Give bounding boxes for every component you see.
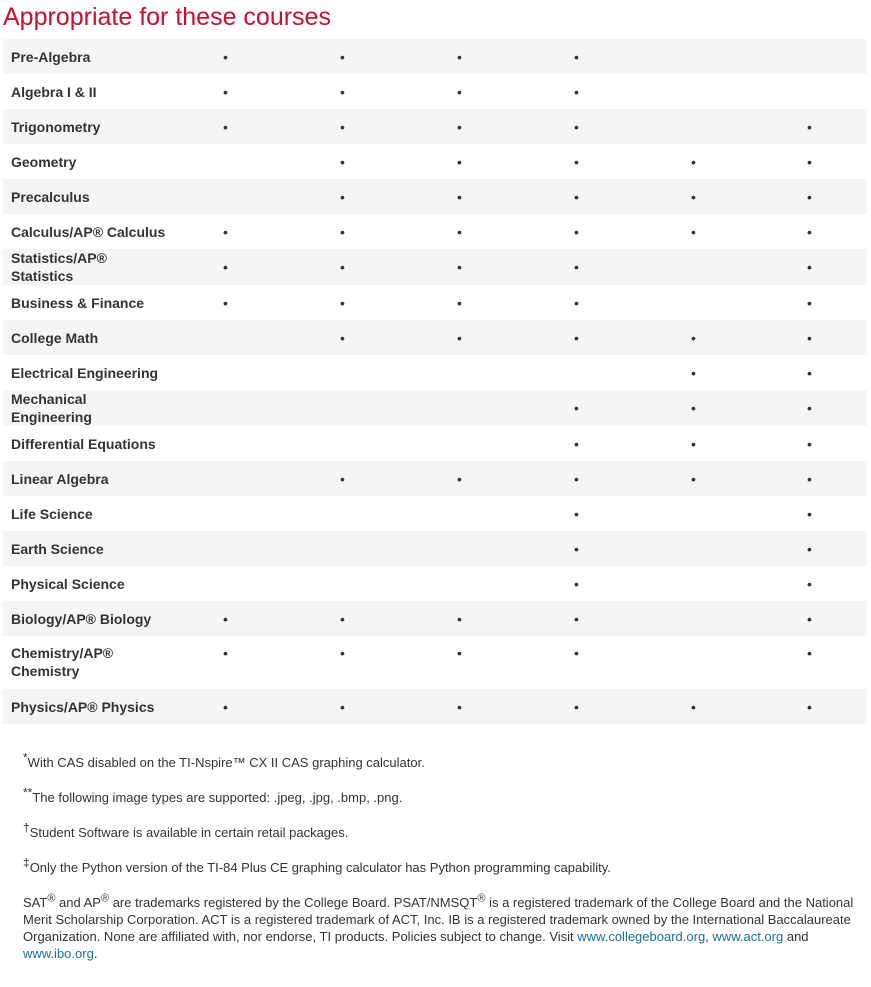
table-row xyxy=(3,689,867,724)
compatibility-mark: • xyxy=(807,294,812,311)
compatibility-mark: • xyxy=(340,698,345,715)
compatibility-mark: • xyxy=(807,118,812,135)
compatibility-mark: • xyxy=(807,435,812,452)
table-row xyxy=(3,214,867,249)
compatibility-mark: • xyxy=(457,153,462,170)
compatibility-mark: • xyxy=(340,48,345,65)
compatibility-mark: • xyxy=(340,118,345,135)
compatibility-mark: • xyxy=(574,259,579,275)
link-act[interactable]: www.act.org xyxy=(712,929,784,944)
compatibility-mark xyxy=(167,531,284,566)
compatibility-mark: • xyxy=(340,188,345,205)
compatibility-mark: • xyxy=(457,329,462,346)
legal-text: . xyxy=(93,946,98,961)
compatibility-mark: • xyxy=(574,223,579,240)
compatibility-mark xyxy=(635,109,752,144)
compatibility-mark: • xyxy=(807,223,812,240)
course-name: Calculus/AP® Calculus xyxy=(11,223,166,240)
compatibility-mark xyxy=(635,531,752,566)
compatibility-mark: • xyxy=(807,153,812,170)
compatibility-mark: • xyxy=(457,294,462,311)
compatibility-mark xyxy=(167,320,284,355)
course-name: Algebra I & II xyxy=(11,83,97,100)
compatibility-mark xyxy=(635,74,752,109)
course-name: Physics/AP® Physics xyxy=(11,698,155,715)
course-name: Trigonometry xyxy=(11,118,101,135)
course-name: Geometry xyxy=(11,153,77,170)
course-name: Chemistry/AP® Chemistry xyxy=(11,645,114,679)
compatibility-mark: • xyxy=(457,259,462,275)
compatibility-mark: • xyxy=(807,188,812,205)
compatibility-mark xyxy=(635,249,752,285)
table-row xyxy=(3,285,867,320)
footnote-text: The following image types are supported: .jpeg, .jpg, .bmp, .png. xyxy=(32,790,403,805)
course-name: Linear Algebra xyxy=(11,470,109,487)
footnote-image-types xyxy=(23,785,869,806)
table-row xyxy=(3,249,867,285)
course-name: Business & Finance xyxy=(11,294,145,311)
compatibility-mark: • xyxy=(457,48,462,65)
course-rows xyxy=(3,39,867,724)
table-row xyxy=(3,390,867,426)
table-row xyxy=(3,144,867,179)
compatibility-mark xyxy=(284,496,401,531)
compatibility-mark: • xyxy=(807,259,812,275)
compatibility-mark xyxy=(752,74,867,109)
course-name: Earth Science xyxy=(11,540,104,557)
compatibility-mark xyxy=(284,355,401,390)
compatibility-mark: • xyxy=(340,259,345,275)
compatibility-mark xyxy=(635,285,752,320)
course-name: Statistics/AP® Statistics xyxy=(11,250,107,284)
compatibility-mark: • xyxy=(574,83,579,100)
course-name: College Math xyxy=(11,329,99,346)
legal-text: , xyxy=(705,929,709,944)
compatibility-mark: • xyxy=(223,223,228,240)
compatibility-mark xyxy=(635,601,752,636)
compatibility-mark xyxy=(167,390,284,426)
footnote-symbol: † xyxy=(23,820,30,835)
compatibility-mark: • xyxy=(574,48,579,65)
legal-text: SAT xyxy=(23,895,48,910)
legal-text: and xyxy=(783,929,809,944)
compatibility-mark: • xyxy=(574,435,579,452)
compatibility-mark xyxy=(401,355,518,390)
legal-text: is a registered trademark of the College Board and the National Merit Scholarship Corporation. ACT is a registered trademark of ACT, Inc. IB is a registered trademark owned by the International Baccalaureate Organization. None are affiliated with, nor endorse, TI products. Policies subject to change. Visit xyxy=(23,895,854,944)
compatibility-mark xyxy=(284,390,401,426)
compatibility-mark: • xyxy=(340,153,345,170)
legal-text: are trademarks registered by the College Board. PSAT/NMSQT xyxy=(109,895,478,910)
compatibility-mark: • xyxy=(574,575,579,592)
compatibility-mark: • xyxy=(223,698,228,715)
footnotes xyxy=(23,750,869,962)
compatibility-mark xyxy=(284,426,401,461)
course-name: Physical Science xyxy=(11,575,125,592)
compatibility-mark xyxy=(401,566,518,601)
course-compatibility-table xyxy=(3,39,867,724)
compatibility-mark: • xyxy=(457,610,462,627)
compatibility-mark: • xyxy=(223,48,228,65)
compatibility-mark xyxy=(167,355,284,390)
compatibility-mark xyxy=(167,179,284,214)
compatibility-mark: • xyxy=(691,188,696,205)
compatibility-mark: • xyxy=(223,118,228,135)
trademark-notice xyxy=(23,894,869,962)
compatibility-mark xyxy=(284,531,401,566)
compatibility-mark xyxy=(518,355,635,390)
legal-text: and AP xyxy=(55,895,101,910)
page-title: Appropriate for these courses xyxy=(3,3,331,31)
footnote-symbol: ‡ xyxy=(23,855,30,870)
compatibility-mark: • xyxy=(807,610,812,627)
compatibility-mark: • xyxy=(807,505,812,522)
table-row xyxy=(3,355,867,390)
course-name: Pre-Algebra xyxy=(11,48,91,65)
compatibility-mark: • xyxy=(457,83,462,100)
table-row xyxy=(3,566,867,601)
course-name: Differential Equations xyxy=(11,435,156,452)
compatibility-mark: • xyxy=(807,400,812,416)
footnote-text: Only the Python version of the TI-84 Plus CE graphing calculator has Python programming capability. xyxy=(29,860,611,875)
compatibility-mark: • xyxy=(691,400,696,416)
link-ibo[interactable]: www.ibo.org xyxy=(23,946,94,961)
table-row xyxy=(3,320,867,355)
compatibility-mark: • xyxy=(574,470,579,487)
table-row xyxy=(3,426,867,461)
compatibility-mark: • xyxy=(340,83,345,100)
compatibility-mark xyxy=(752,39,867,74)
compatibility-mark: • xyxy=(691,470,696,487)
compatibility-mark: • xyxy=(457,118,462,135)
table-row xyxy=(3,109,867,144)
compatibility-mark: • xyxy=(691,153,696,170)
compatibility-mark xyxy=(167,144,284,179)
table-row xyxy=(3,531,867,566)
course-name: Biology/AP® Biology xyxy=(11,610,152,627)
compatibility-mark xyxy=(167,426,284,461)
table-row xyxy=(3,74,867,109)
compatibility-mark: • xyxy=(574,294,579,311)
compatibility-mark: • xyxy=(574,188,579,205)
compatibility-mark: • xyxy=(223,294,228,311)
compatibility-mark: • xyxy=(691,364,696,381)
table-row xyxy=(3,601,867,636)
compatibility-mark: • xyxy=(340,610,345,627)
compatibility-mark: • xyxy=(457,223,462,240)
table-row xyxy=(3,461,867,496)
course-name: Precalculus xyxy=(11,188,90,205)
compatibility-mark: • xyxy=(691,435,696,452)
compatibility-mark: • xyxy=(340,294,345,311)
table-row xyxy=(3,179,867,214)
link-collegeboard[interactable]: www.collegeboard.org xyxy=(577,929,706,944)
registered-mark: ® xyxy=(47,892,56,905)
compatibility-mark xyxy=(167,566,284,601)
footnote-symbol: ** xyxy=(23,785,33,800)
compatibility-mark xyxy=(635,566,752,601)
compatibility-mark: • xyxy=(574,610,579,627)
compatibility-mark: • xyxy=(574,118,579,135)
compatibility-mark xyxy=(167,496,284,531)
compatibility-mark xyxy=(635,39,752,74)
compatibility-mark: • xyxy=(807,575,812,592)
compatibility-mark xyxy=(284,566,401,601)
compatibility-mark: • xyxy=(574,505,579,522)
compatibility-mark: • xyxy=(457,470,462,487)
compatibility-mark: • xyxy=(691,329,696,346)
compatibility-mark: • xyxy=(457,188,462,205)
course-name: Mechanical Engineering xyxy=(11,391,92,425)
course-name: Life Science xyxy=(11,505,93,522)
compatibility-mark xyxy=(401,531,518,566)
compatibility-mark: • xyxy=(807,470,812,487)
registered-mark: ® xyxy=(100,892,110,905)
compatibility-mark: • xyxy=(340,329,345,346)
compatibility-mark: • xyxy=(807,698,812,715)
compatibility-mark: • xyxy=(807,329,812,346)
compatibility-mark xyxy=(401,426,518,461)
compatibility-mark: • xyxy=(574,329,579,346)
table-row xyxy=(3,496,867,531)
footnote-text: With CAS disabled on the TI-Nspire™ CX II CAS graphing calculator. xyxy=(27,755,425,770)
compatibility-mark xyxy=(167,461,284,496)
footnote-cas xyxy=(23,750,869,771)
footnote-student-software xyxy=(23,820,869,841)
table-row xyxy=(3,636,867,689)
compatibility-mark: • xyxy=(223,645,228,661)
compatibility-mark: • xyxy=(574,540,579,557)
course-name: Electrical Engineering xyxy=(11,364,159,381)
table-row xyxy=(3,39,867,74)
compatibility-mark: • xyxy=(457,645,462,661)
footnote-symbol: * xyxy=(23,750,28,765)
compatibility-mark xyxy=(401,390,518,426)
compatibility-mark: • xyxy=(340,645,345,661)
compatibility-mark: • xyxy=(457,698,462,715)
compatibility-mark: • xyxy=(691,223,696,240)
registered-mark: ® xyxy=(477,892,486,905)
compatibility-mark: • xyxy=(807,645,812,661)
compatibility-mark: • xyxy=(223,83,228,100)
compatibility-mark: • xyxy=(691,698,696,715)
compatibility-mark: • xyxy=(574,400,579,416)
compatibility-mark: • xyxy=(807,540,812,557)
compatibility-mark: • xyxy=(574,698,579,715)
compatibility-mark: • xyxy=(574,153,579,170)
compatibility-mark: • xyxy=(807,364,812,381)
compatibility-mark xyxy=(635,496,752,531)
compatibility-mark: • xyxy=(340,223,345,240)
compatibility-mark: • xyxy=(223,259,228,275)
compatibility-mark xyxy=(401,496,518,531)
footnote-text: Student Software is available in certain retail packages. xyxy=(29,825,349,840)
footnote-python xyxy=(23,855,869,876)
compatibility-mark: • xyxy=(574,645,579,661)
compatibility-mark xyxy=(635,636,752,689)
compatibility-mark: • xyxy=(340,470,345,487)
compatibility-mark: • xyxy=(223,610,228,627)
